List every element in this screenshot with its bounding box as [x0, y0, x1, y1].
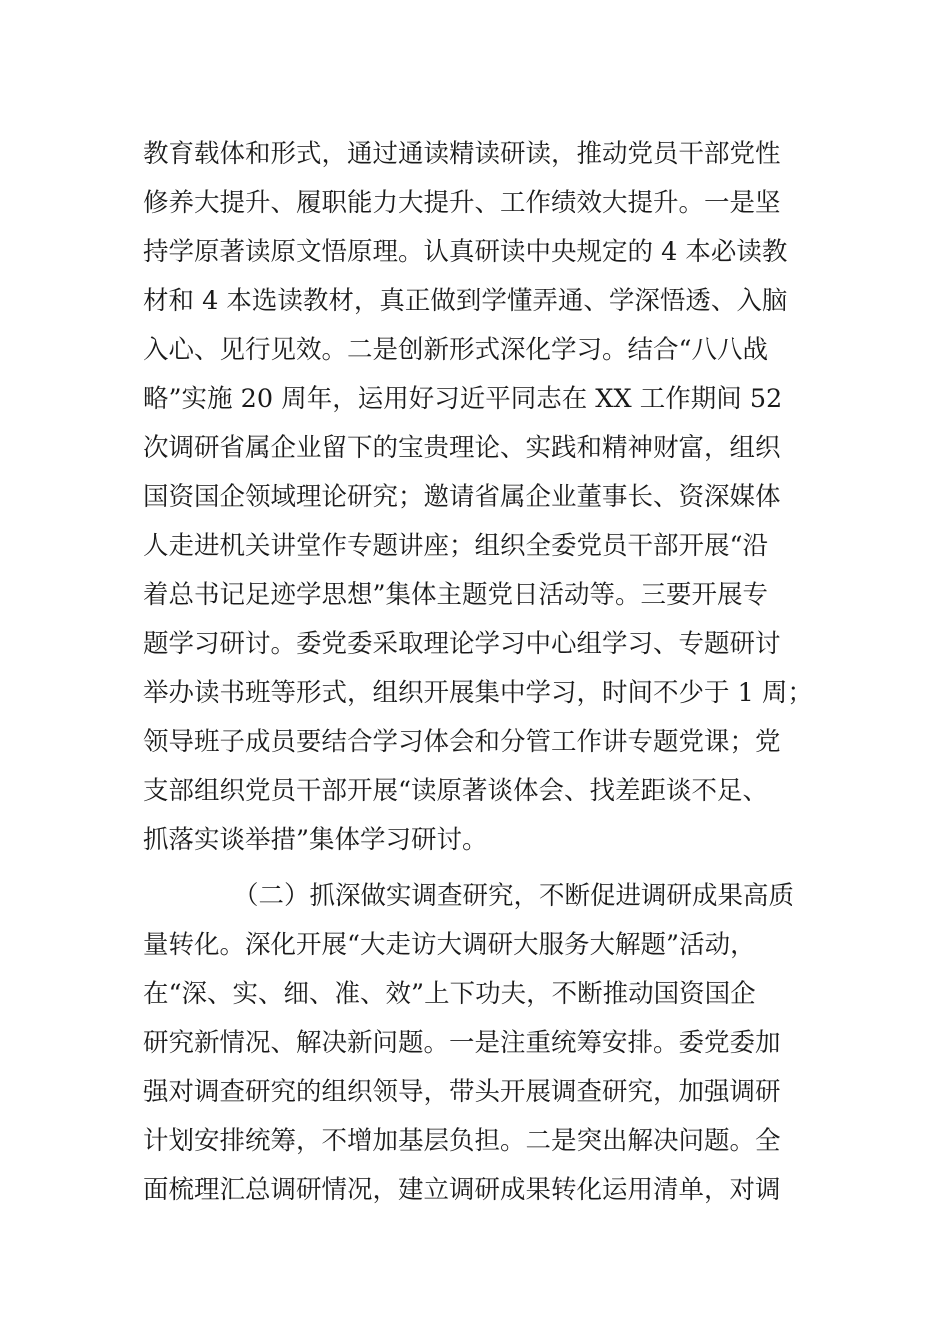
paragraph-line: 举办读书班等形式，组织开展集中学习，时间不少于 1 周；: [143, 678, 813, 708]
paragraph-2: [143, 872, 823, 1215]
paragraph-1: [143, 130, 823, 865]
paragraph-line: 研究新情况、解决新问题。一是注重统筹安排。委党委加: [143, 1028, 781, 1058]
paragraph-line: 抓落实谈举措”集体学习研讨。: [143, 825, 488, 855]
paragraph-line: 持学原著读原文悟原理。认真研读中央规定的 4 本必读教: [143, 237, 788, 267]
paragraph-line: 支部组织党员干部开展“读原著谈体会、找差距谈不足、: [143, 776, 769, 806]
paragraph-line: 人走进机关讲堂作专题讲座；组织全委党员干部开展“沿: [143, 531, 769, 561]
paragraph-line: 材和 4 本选读教材，真正做到学懂弄通、学深悟透、入脑: [143, 286, 788, 316]
paragraph-line: 题学习研讨。委党委采取理论学习中心组学习、专题研讨: [143, 629, 781, 659]
paragraph-line: 强对调查研究的组织领导，带头开展调查研究，加强调研: [143, 1077, 781, 1107]
paragraph-line: 国资国企领域理论研究；邀请省属企业董事长、资深媒体: [143, 482, 781, 512]
paragraph-line: 次调研省属企业留下的宝贵理论、实践和精神财富，组织: [143, 433, 781, 463]
paragraph-line: 修养大提升、履职能力大提升、工作绩效大提升。一是坚: [143, 188, 781, 218]
paragraph-line: 着总书记足迹学思想”集体主题党日活动等。三要开展专: [143, 580, 769, 610]
paragraph-line: 计划安排统筹，不增加基层负担。二是突出解决问题。全: [143, 1126, 781, 1156]
paragraph-line: 量转化。深化开展“大走访大调研大服务大解题”活动，: [143, 930, 756, 960]
section-heading-line: （二）抓深做实调查研究，不断促进调研成果高质: [233, 881, 795, 911]
paragraph-line: 教育载体和形式，通过通读精读研读，推动党员干部党性: [143, 139, 781, 169]
paragraph-line: 领导班子成员要结合学习体会和分管工作讲专题党课；党: [143, 727, 781, 757]
paragraph-line: 在“深、实、细、准、效”上下功夫，不断推动国资国企: [143, 979, 756, 1009]
paragraph-line: 面梳理汇总调研情况，建立调研成果转化运用清单，对调: [143, 1175, 781, 1205]
paragraph-line: 入心、见行见效。二是创新形式深化学习。结合“八八战: [143, 335, 769, 365]
paragraph-line: 略”实施 20 周年，运用好习近平同志在 XX 工作期间 52: [143, 384, 783, 414]
